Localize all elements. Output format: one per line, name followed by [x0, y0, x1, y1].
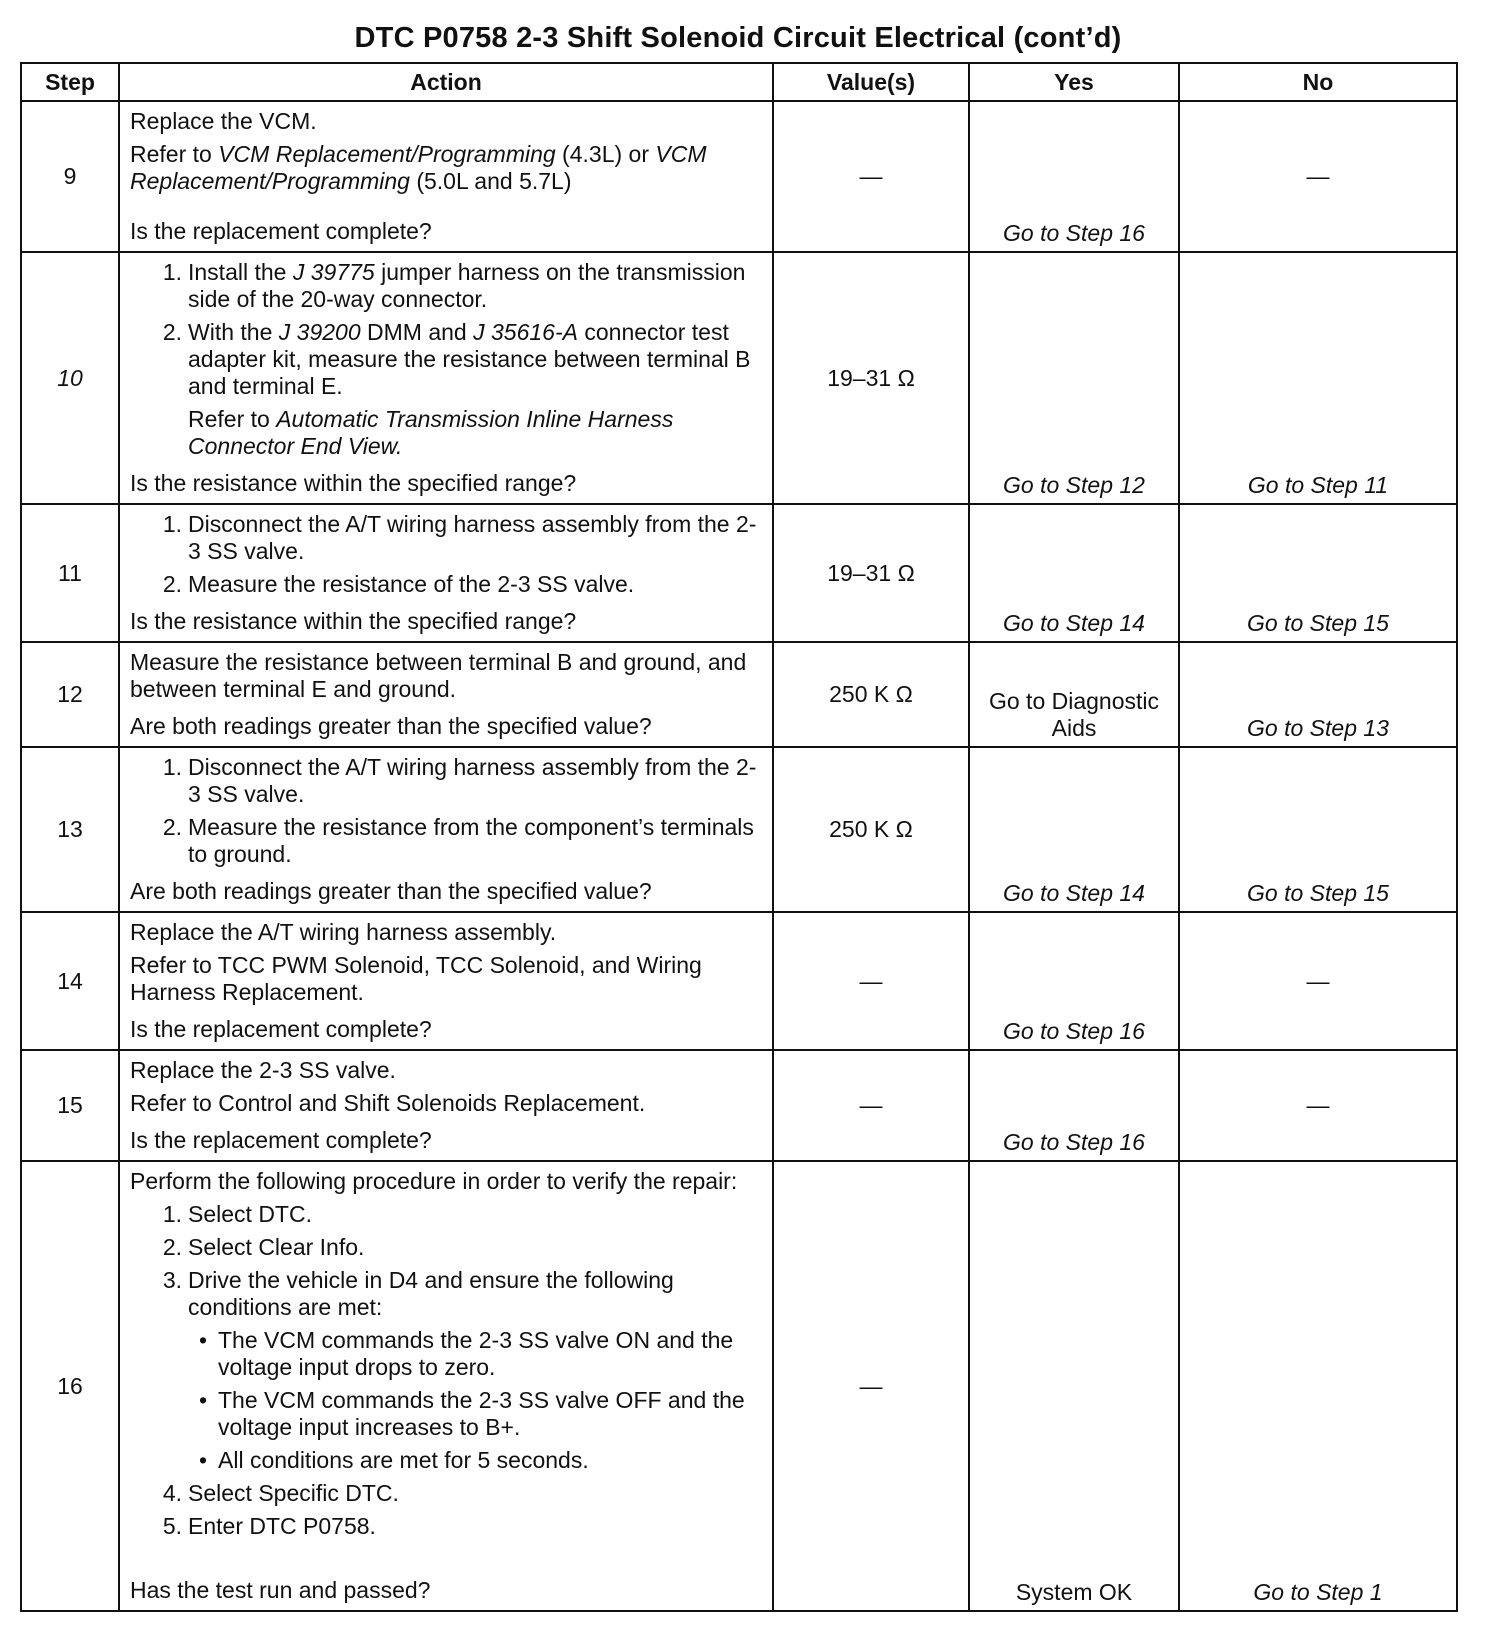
action-question: Are both readings greater than the specified value? [130, 713, 652, 739]
yes-cell: Go to Step 12 [969, 252, 1179, 504]
header-values: Value(s) [773, 63, 969, 101]
action-reference: Refer to TCC PWM Solenoid, TCC Solenoid, and Wiring Harness Replacement. [130, 952, 702, 1005]
table-row [21, 1050, 1457, 1161]
value-cell: 19–31 Ω [773, 504, 969, 642]
bullet-item: • All conditions are met for 5 seconds. [198, 1447, 589, 1473]
yes-cell: System OK [969, 1161, 1179, 1611]
action-intro: Perform the following procedure in order to verify the repair: [130, 1168, 738, 1194]
yes-cell: Go to Step 16 [969, 101, 1179, 252]
header-action: Action [119, 63, 773, 101]
no-cell: Go to Step 15 [1179, 504, 1457, 642]
list-item: 1. Disconnect the A/T wiring harness assembly from the 2-3 SS valve. [162, 754, 757, 807]
action-cell [119, 912, 773, 1050]
table-row [21, 642, 1457, 747]
bullet-item: • The VCM commands the 2-3 SS valve OFF and the voltage input increases to B+. [198, 1387, 745, 1440]
value-cell: 19–31 Ω [773, 252, 969, 504]
table-row [21, 252, 1457, 504]
list-item: 4. Select Specific DTC. [162, 1480, 399, 1506]
yes-cell: Go to Step 16 [969, 912, 1179, 1050]
list-item: 5. Enter DTC P0758. [162, 1513, 376, 1539]
no-cell: Go to Step 11 [1179, 252, 1457, 504]
yes-cell: Go to Step 14 [969, 504, 1179, 642]
step-number: 10 [21, 252, 119, 504]
no-cell: — [1179, 101, 1457, 252]
value-cell: — [773, 1050, 969, 1161]
list-item: 3. Drive the vehicle in D4 and ensure the following conditions are met: [162, 1267, 674, 1320]
action-reference: Refer to Automatic Transmission Inline Harness Connector End View. [188, 406, 674, 459]
page-title: DTC P0758 2-3 Shift Solenoid Circuit Electrical (cont’d) [354, 22, 1122, 54]
yes-cell: Go to Diagnostic Aids [969, 642, 1179, 747]
value-cell: 250 K Ω [773, 747, 969, 912]
step-number: 12 [21, 642, 119, 747]
list-item: 2. Measure the resistance from the component’s terminals to ground. [162, 814, 754, 867]
no-cell: Go to Step 15 [1179, 747, 1457, 912]
action-reference: Refer to Control and Shift Solenoids Replacement. [130, 1090, 646, 1116]
table-row [21, 1161, 1457, 1611]
value-cell: 250 K Ω [773, 642, 969, 747]
step-number: 9 [21, 101, 119, 252]
step-number: 16 [21, 1161, 119, 1611]
action-text: Replace the 2-3 SS valve. [130, 1057, 396, 1083]
step-number: 14 [21, 912, 119, 1050]
table-header-row [21, 63, 1457, 101]
action-cell [119, 747, 773, 912]
action-cell [119, 1050, 773, 1161]
action-question: Is the replacement complete? [130, 218, 432, 244]
list-item: 1. Select DTC. [162, 1201, 312, 1227]
table-row [21, 747, 1457, 912]
diagnostic-table [20, 62, 1458, 1612]
action-question: Has the test run and passed? [130, 1577, 431, 1603]
action-cell [119, 504, 773, 642]
table-row [21, 101, 1457, 252]
action-cell [119, 1161, 773, 1611]
action-text: Replace the A/T wiring harness assembly. [130, 919, 557, 945]
table-row [21, 504, 1457, 642]
header-yes: Yes [969, 63, 1179, 101]
action-reference: Refer to VCM Replacement/Programming (4.3L) or VCM Replacement/Programming (5.0L and 5.7L) [130, 141, 707, 194]
no-cell: — [1179, 912, 1457, 1050]
no-cell: Go to Step 1 [1179, 1161, 1457, 1611]
no-cell: Go to Step 13 [1179, 642, 1457, 747]
step-number: 15 [21, 1050, 119, 1161]
list-item: 1. Install the J 39775 jumper harness on the transmission side of the 20-way connector. [162, 259, 746, 312]
header-step: Step [21, 63, 119, 101]
action-cell [119, 101, 773, 252]
table-row [21, 912, 1457, 1050]
value-cell: — [773, 912, 969, 1050]
yes-cell: Go to Step 16 [969, 1050, 1179, 1161]
action-question: Is the replacement complete? [130, 1127, 432, 1153]
list-item: 2. Measure the resistance of the 2-3 SS valve. [162, 571, 635, 597]
action-text: Measure the resistance between terminal B and ground, and between terminal E and ground. [130, 649, 747, 702]
action-cell [119, 642, 773, 747]
action-question: Are both readings greater than the specified value? [130, 878, 652, 904]
action-question: Is the resistance within the specified range? [130, 608, 577, 634]
step-number: 13 [21, 747, 119, 912]
list-item: 2. Select Clear Info. [162, 1234, 365, 1260]
list-item: 2. With the J 39200 DMM and J 35616-A connector test adapter kit, measure the resistance between terminal B and terminal E. [162, 319, 751, 399]
value-cell: — [773, 1161, 969, 1611]
header-no: No [1179, 63, 1457, 101]
action-text: Replace the VCM. [130, 108, 317, 134]
no-cell: — [1179, 1050, 1457, 1161]
bullet-item: • The VCM commands the 2-3 SS valve ON and the voltage input drops to zero. [198, 1327, 734, 1380]
yes-cell: Go to Step 14 [969, 747, 1179, 912]
action-cell [119, 252, 773, 504]
action-question: Is the resistance within the specified range? [130, 470, 577, 496]
step-number: 11 [21, 504, 119, 642]
list-item: 1. Disconnect the A/T wiring harness assembly from the 2-3 SS valve. [162, 511, 757, 564]
action-question: Is the replacement complete? [130, 1016, 432, 1042]
value-cell: — [773, 101, 969, 252]
